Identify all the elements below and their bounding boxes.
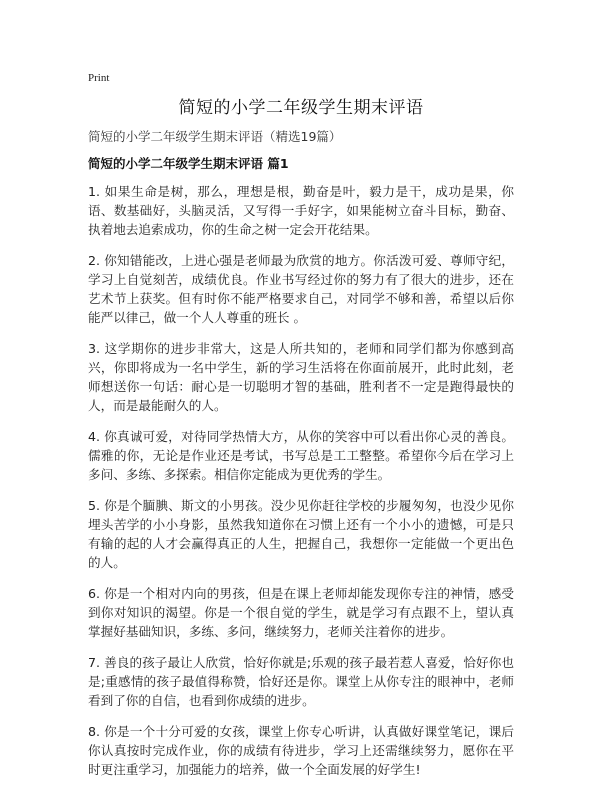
comment-paragraph-6: 6. 你是一个相对内向的男孩，但是在课上老师却能发现你专注的神情，感受到你对知识的渴望。你是一个很自觉的学生，就是学习有点跟不上，望认真掌握好基础知识，多练、多问，继续努力，老师关注着你的进步。 <box>88 586 514 639</box>
document-title: 简短的小学二年级学生期末评语 <box>178 98 424 118</box>
print-label: Print <box>88 72 110 84</box>
section-heading: 简短的小学二年级学生期末评语 篇1 <box>88 156 289 171</box>
comment-paragraph-2: 2. 你知错能改，上进心强是老师最为欣赏的地方。你活泼可爱、尊师守纪，学习上自觉刻苦，成绩优良。作业书写经过你的努力有了很大的进步，还在艺术节上获奖。但有时你不能严格要求自己，对同学不够和善，希望以后你能严以律己，做一个人人尊重的班长 。 <box>88 253 514 325</box>
comment-paragraph-4: 4. 你真诚可爱，对待同学热情大方，从你的笑容中可以看出你心灵的善良。儒雅的你，无论是作业还是考试，书写总是工工整整。希望你今后在学习上多问、多练、多探索。相信你定能成为更优秀的学生。 <box>88 429 514 482</box>
document-page <box>88 70 514 791</box>
comment-paragraph-1: 1. 如果生命是树，那么，理想是根，勤奋是叶，毅力是干，成功是果，你语、数基础好，头脑灵活，又写得一手好字，如果能树立奋斗目标，勤奋、执着地去追索成功，你的生命之树一定会开花结果。 <box>88 184 514 237</box>
comment-paragraph-5: 5. 你是个腼腆、斯文的小男孩。没少见你赶往学校的步履匆匆，也没少见你埋头苦学的小小身影，虽然我知道你在习惯上还有一个小小的遗憾，可是只有输的起的人才会赢得真正的人生，把握自己，我想你一定能做一个更出色的人。 <box>88 498 514 570</box>
comment-paragraph-3: 3. 这学期你的进步非常大，这是人所共知的，老师和同学们都为你感到高兴，你即将成为一名中学生，新的学习生活将在你面前展开，此时此刻，老师想送你一句话：耐心是一切聪明才智的基础，胜利者不一定是跑得最快的人，而是最能耐久的人。 <box>88 341 514 413</box>
comment-paragraph-7: 7. 善良的孩子最让人欣赏，恰好你就是;乐观的孩子最若惹人喜爱，恰好你也是;重感情的孩子最值得称赞，恰好还是你。课堂上从你专注的眼神中，老师看到了你的自信，也看到你成绩的进步。 <box>88 655 514 708</box>
comment-paragraph-8: 8. 你是一个十分可爱的女孩，课堂上你专心听讲，认真做好课堂笔记，课后你认真按时完成作业，你的成绩有待进步，学习上还需继续努力，愿你在平时更注重学习，加强能力的培养，做一个全面发展的好学生! <box>88 724 514 777</box>
document-subtitle: 简短的小学二年级学生期末评语（精选19篇） <box>88 129 342 144</box>
